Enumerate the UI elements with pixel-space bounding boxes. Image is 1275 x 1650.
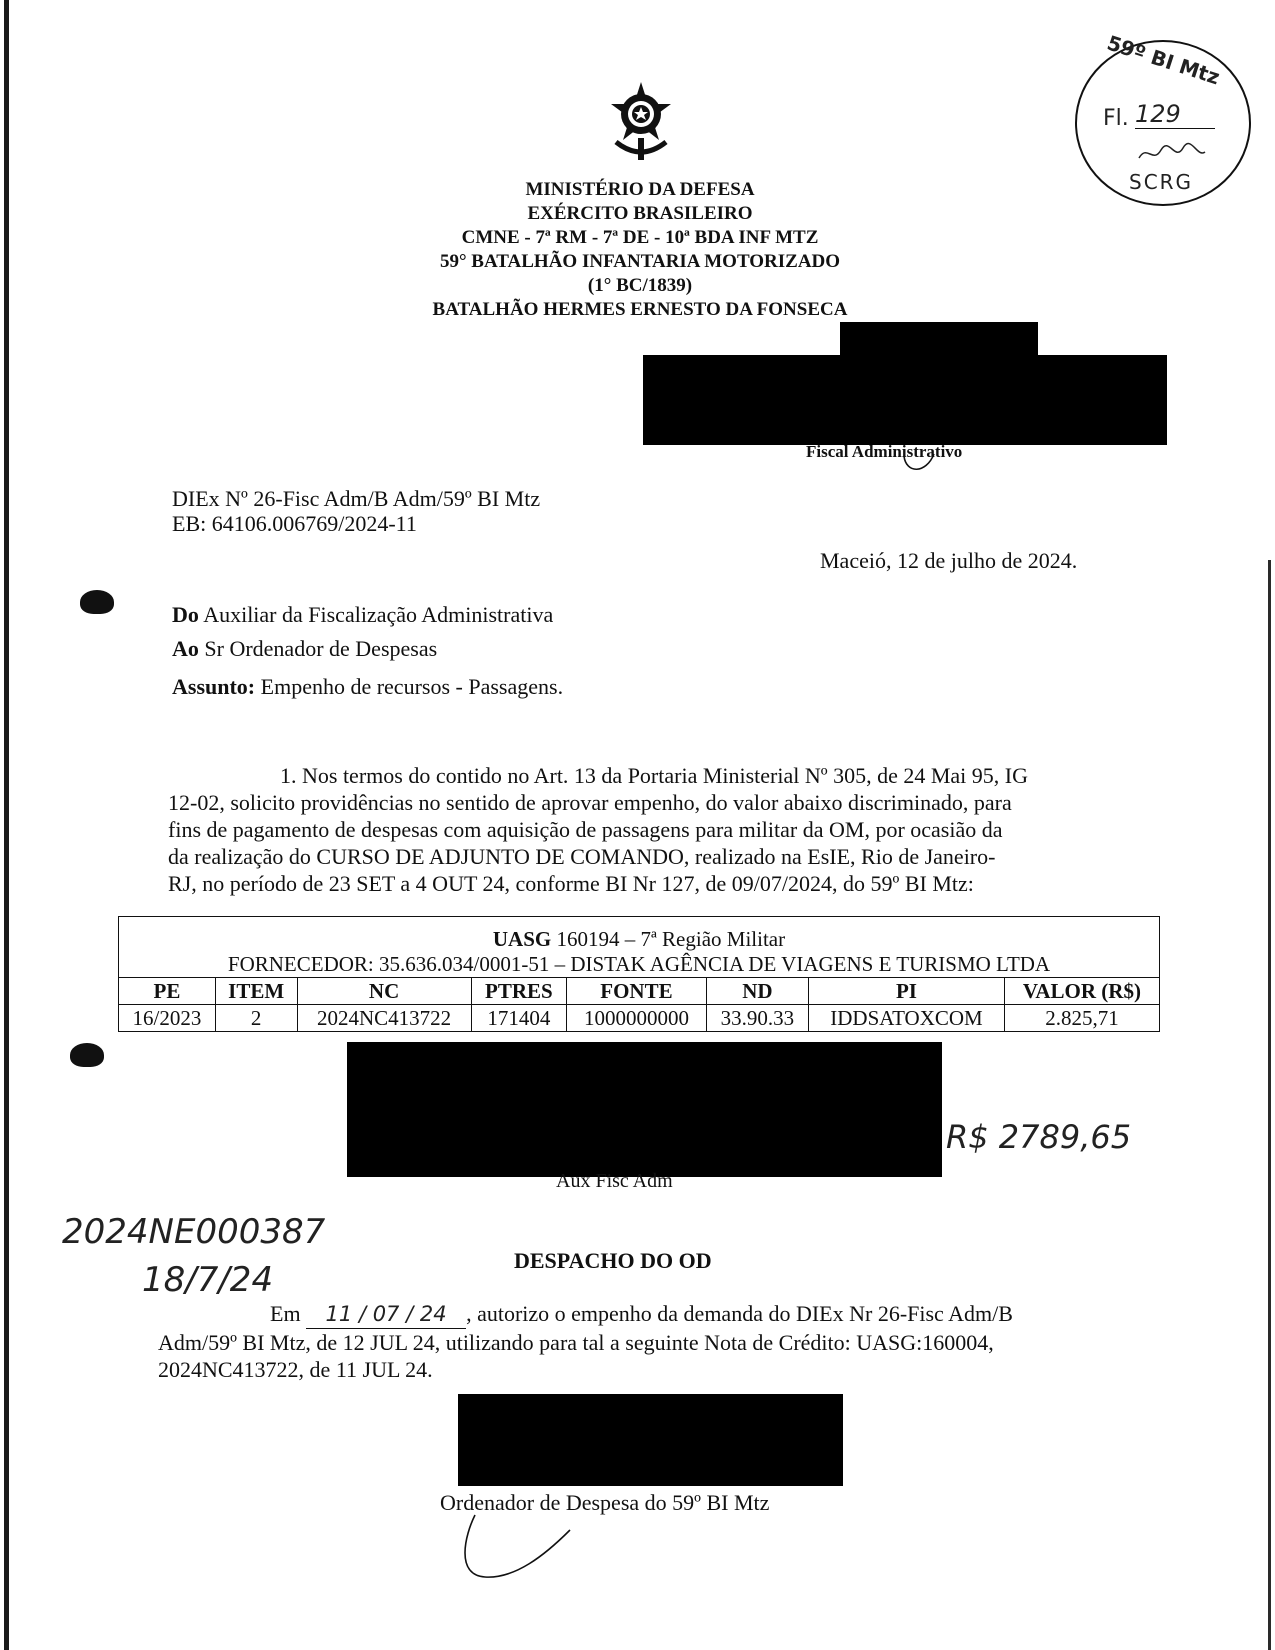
scan-edge-left bbox=[4, 0, 9, 1650]
from-line bbox=[172, 602, 553, 628]
request-paragraph bbox=[168, 762, 1108, 897]
handwritten-despacho-date: 11 / 07 / 24 bbox=[306, 1301, 466, 1329]
handwritten-amount: R$ 2789,65 bbox=[946, 1118, 1132, 1156]
coat-of-arms-icon bbox=[608, 80, 674, 164]
paragraph-line: fins de pagamento de despesas com aquisição de passagens para militar da OM, por ocasião da bbox=[168, 817, 1003, 842]
subject-label: Assunto: bbox=[172, 674, 256, 699]
header-battalion-name: BATALHÃO HERMES ERNESTO DA FONSECA bbox=[432, 299, 848, 320]
stamp-initials-icon bbox=[1137, 140, 1207, 166]
table-header-row bbox=[119, 978, 1160, 1005]
document-number: DIEx Nº 26-Fisc Adm/B Adm/59º BI Mtz bbox=[172, 486, 541, 511]
from-label: Do bbox=[172, 602, 199, 627]
despacho-paragraph bbox=[158, 1300, 1118, 1383]
folio-stamp bbox=[1075, 30, 1251, 206]
col-header: PTRES bbox=[471, 978, 566, 1005]
to-value: Sr Ordenador de Despesas bbox=[204, 636, 438, 661]
from-value: Auxiliar da Fiscalização Administrativa bbox=[203, 602, 554, 627]
despacho-title: DESPACHO DO OD bbox=[514, 1248, 712, 1273]
paragraph-line: 12-02, solicito providências no sentido de aprovar empenho, do valor abaixo discriminado, para bbox=[168, 790, 1012, 815]
handwritten-protocol: 2024NE000387 bbox=[62, 1212, 326, 1252]
stamp-folio-label: Fl. bbox=[1103, 106, 1129, 131]
col-header: VALOR (R$) bbox=[1004, 978, 1159, 1005]
table-cell: IDDSATOXCOM bbox=[809, 1005, 1005, 1032]
signature-title-aux: Aux Fisc Adm bbox=[556, 1170, 673, 1192]
signature-scribble-icon bbox=[455, 1505, 585, 1585]
subject-line bbox=[172, 674, 563, 700]
header-command: CMNE - 7ª RM - 7ª DE - 10ª BDA INF MTZ bbox=[461, 227, 819, 248]
to-label: Ao bbox=[172, 636, 199, 661]
scan-edge-right bbox=[1268, 560, 1271, 1650]
redacted-signature-block bbox=[347, 1042, 942, 1177]
table-grid bbox=[118, 977, 1160, 1032]
redacted-signature-block bbox=[643, 355, 1167, 445]
col-header: FONTE bbox=[567, 978, 707, 1005]
initials-mark-icon bbox=[900, 452, 940, 478]
redacted-signature-block bbox=[458, 1394, 843, 1486]
paragraph-line: RJ, no período de 23 SET a 4 OUT 24, conforme BI Nr 127, de 09/07/2024, do 59º BI Mtz: bbox=[168, 871, 974, 896]
despacho-line-3: 2024NC413722, de 11 JUL 24. bbox=[158, 1357, 433, 1382]
signature-title-ordenador: Ordenador de Despesa do 59º BI Mtz bbox=[440, 1490, 770, 1515]
handwritten-protocol-date: 18/7/24 bbox=[142, 1260, 274, 1300]
despacho-line-2: Adm/59º BI Mtz, de 12 JUL 24, utilizando para tal a seguinte Nota de Crédito: UASG:160004, bbox=[158, 1330, 994, 1355]
table-uasg-header bbox=[118, 916, 1160, 952]
despacho-line-1-rest: , autorizo o empenho da demanda do DIEx Nr 26-Fisc Adm/B bbox=[466, 1301, 1013, 1326]
uasg-value: 160194 – 7ª Região Militar bbox=[556, 927, 786, 951]
table-row bbox=[119, 1005, 1160, 1032]
table-cell: 33.90.33 bbox=[706, 1005, 808, 1032]
header-army: EXÉRCITO BRASILEIRO bbox=[527, 203, 753, 224]
col-header: NC bbox=[297, 978, 471, 1005]
stamp-top-text: 59º BI Mtz bbox=[1104, 30, 1223, 90]
table-cell: 2.825,71 bbox=[1004, 1005, 1159, 1032]
place-date: Maceió, 12 de julho de 2024. bbox=[820, 548, 1078, 573]
col-header: ITEM bbox=[215, 978, 297, 1005]
despacho-line-1 bbox=[158, 1300, 1118, 1329]
document-eb-number: EB: 64106.006769/2024-11 bbox=[172, 511, 417, 536]
paragraph-line: da realização do CURSO DE ADJUNTO DE COMANDO, realizado na EsIE, Rio de Janeiro- bbox=[168, 844, 996, 869]
to-line bbox=[172, 636, 437, 662]
despacho-lead: Em bbox=[270, 1301, 301, 1326]
header-battalion: 59° BATALHÃO INFANTARIA MOTORIZADO bbox=[439, 251, 841, 272]
table-cell: 1000000000 bbox=[567, 1005, 707, 1032]
col-header: ND bbox=[706, 978, 808, 1005]
subject-value: Empenho de recursos - Passagens. bbox=[260, 674, 564, 699]
col-header: PE bbox=[119, 978, 216, 1005]
punch-hole-mark bbox=[70, 1043, 104, 1067]
stamp-bottom-text: SCRG bbox=[1129, 170, 1194, 194]
header-bc: (1° BC/1839) bbox=[587, 275, 693, 296]
table-cell: 16/2023 bbox=[119, 1005, 216, 1032]
table-cell: 2024NC413722 bbox=[297, 1005, 471, 1032]
punch-hole-mark bbox=[80, 590, 114, 614]
table-cell: 2 bbox=[215, 1005, 297, 1032]
table-cell: 171404 bbox=[471, 1005, 566, 1032]
commitment-table bbox=[118, 916, 1160, 1032]
paragraph-line: 1. Nos termos do contido no Art. 13 da Portaria Ministerial Nº 305, de 24 Mai 95, IG bbox=[280, 763, 1028, 788]
table-supplier: FORNECEDOR: 35.636.034/0001-51 – DISTAK AGÊNCIA DE VIAGENS E TURISMO LTDA bbox=[118, 952, 1160, 977]
signature-title-fiscal: Fiscal Administrativo bbox=[806, 442, 963, 461]
col-header: PI bbox=[809, 978, 1005, 1005]
stamp-folio-number: 129 bbox=[1135, 100, 1215, 129]
uasg-label: UASG bbox=[492, 927, 552, 951]
header-ministry: MINISTÉRIO DA DEFESA bbox=[525, 179, 755, 200]
